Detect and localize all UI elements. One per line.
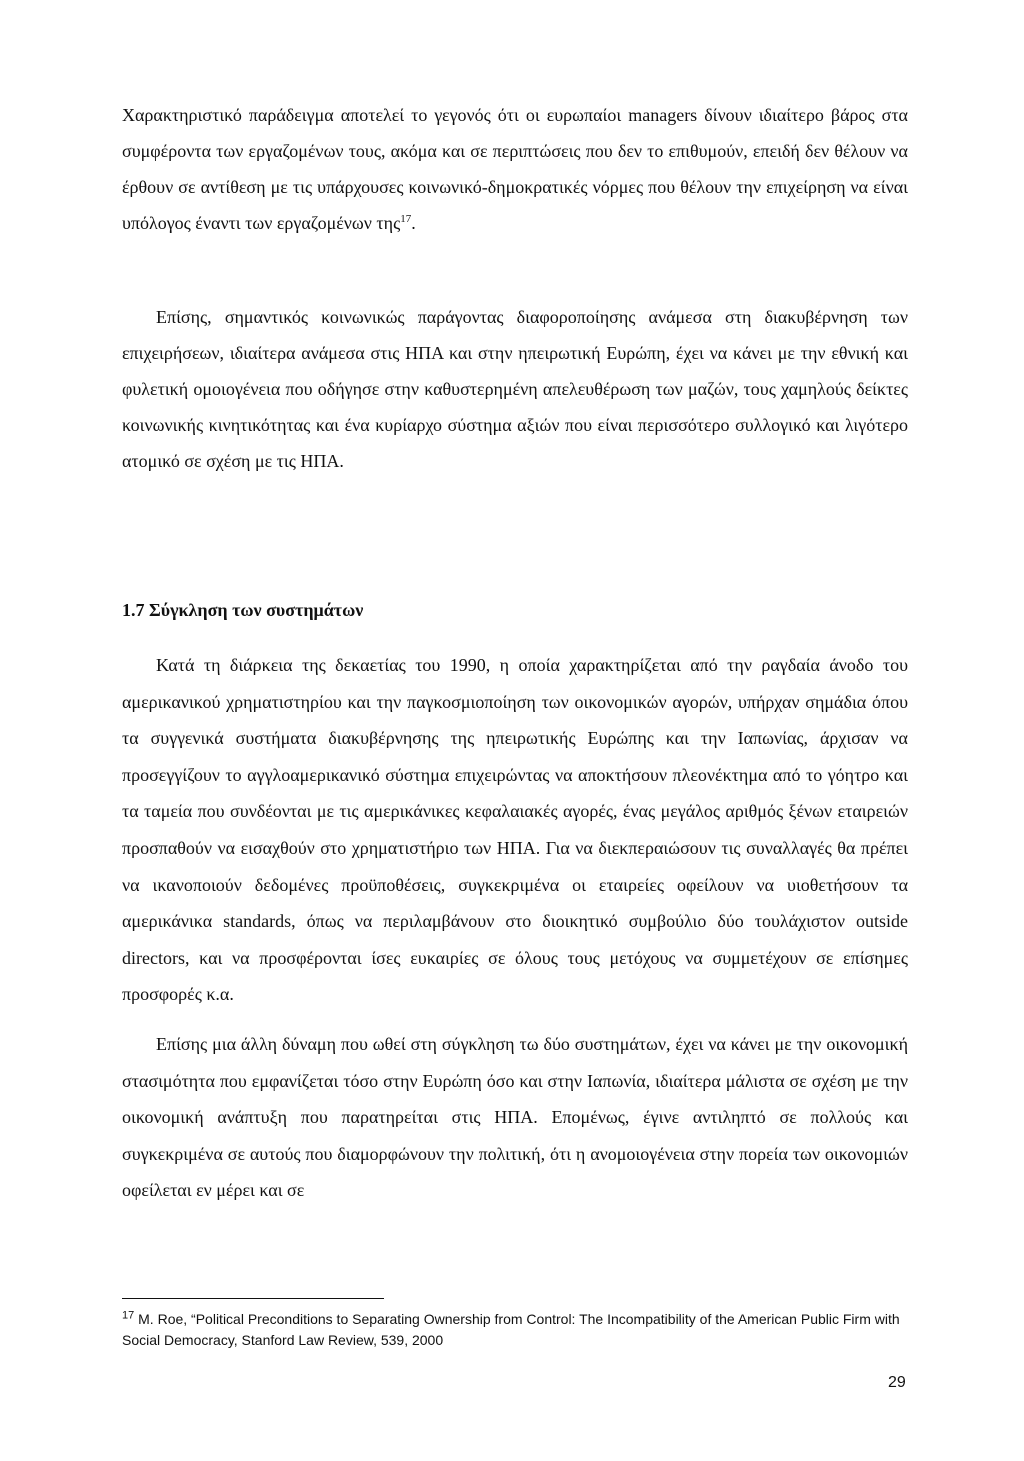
paragraph-1 [122,97,908,241]
paragraph-1-text: Χαρακτηριστικό παράδειγμα αποτελεί το γεγονός ότι οι ευρωπαίοι managers δίνουν ιδιαίτερο βάρος στα συμφέροντα των εργαζομένων τους, ακόμα και σε περιπτώσεις που δεν το επιθυμούν, επειδή δεν θέλουν να έρθουν σε αντίθεση με τις υπάρχουσες κοινωνικό-δημοκρατικές νόρμες που θέλουν την επιχείρηση να είναι υπόλογος έναντι των εργαζομένων της [122,105,908,233]
paragraph-3: Κατά τη διάρκεια της δεκαετίας του 1990, η οποία χαρακτηρίζεται από την ραγδαία άνοδο του αμερικανικού χρηματιστηρίου και την παγκοσμιοποίηση των οικονομικών αγορών, υπήρχαν σημάδια όπου τα συγγενικά συστήματα διακυβέρνησης της ηπειρωτικής Ευρώπης και την Ιαπωνίας, άρχισαν να προσεγγίζουν το αγγλοαμερικανικό σύστημα επιχειρώντας να αποκτήσουν πλεονέκτημα από το γόητρο και τα ταμεία που συνδέονται με τις αμερικάνικες κεφαλαιακές αγορές, ένας μεγάλος αριθμός ξένων εταιρειών προσπαθούν να εισαχθούν στο χρηματιστήριο των ΗΠΑ. Για να διεκπεραιώσουν τις συναλλαγές θα πρέπει να ικανοποιούν δεδομένες προϋποθέσεις, συγκεκριμένα οι εταιρείες οφείλουν να υιοθετήσουν τα αμερικάνικα standards, όπως να περιλαμβάνουν στο διοικητικό συμβούλιο δύο τουλάχιστον outside directors, και να προσφέρονται ίσες ευκαιρίες σε όλους τους μετόχους να συμμετέχουν σε επίσημες προσφορές κ.α. [122,655,908,1005]
paragraph-1-end: . [411,213,416,233]
footnote-text: M. Roe, “Political Preconditions to Separating Ownership from Control: The Incompatibility of the American Public Firm with Social Democracy, Stanford Law Review, 539, 2000 [122,1311,900,1348]
page-number: 29 [888,1374,906,1391]
footnote [122,1309,908,1351]
paragraph-2: Επίσης, σημαντικός κοινωνικώς παράγοντας διαφοροποίησης ανάμεσα στη διακυβέρνηση των επιχειρήσεων, ιδιαίτερα ανάμεσα στις ΗΠΑ και στην ηπειρωτική Ευρώπη, έχει να κάνει με την εθνική και φυλετική ομοιογένεια που οδήγησε στην καθυστερημένη απελευθέρωση των μαζών, τους χαμηλούς δείκτες κοινωνικής κινητικότητας και ένα κυρίαρχο σύστημα αξιών που είναι περισσότερο συλλογικό και λιγότερο ατομικό σε σχέση με τις ΗΠΑ. [122,307,908,471]
footnote-separator [122,1298,384,1299]
footnote-number: 17 [122,1309,135,1322]
paragraph-4: Επίσης μια άλλη δύναμη που ωθεί στη σύγκληση τω δύο συστημάτων, έχει να κάνει με την οικονομική στασιμότητα που εμφανίζεται τόσο στην Ευρώπη όσο και στην Ιαπωνία, ιδιαίτερα μάλιστα σε σχέση με την οικονομική ανάπτυξη που παρατηρείται στις ΗΠΑ. Επομένως, έγινε αντιληπτό σε πολλούς και συγκεκριμένα σε αυτούς που διαμορφώνουν την πολιτική, ότι η ανομοιογένεια στην πορεία των οικονομιών οφείλεται εν μέρει και σε [122,1034,908,1201]
section-heading: 1.7 Σύγκληση των συστημάτων [122,600,364,620]
footnote-reference[interactable]: 17 [400,213,412,225]
